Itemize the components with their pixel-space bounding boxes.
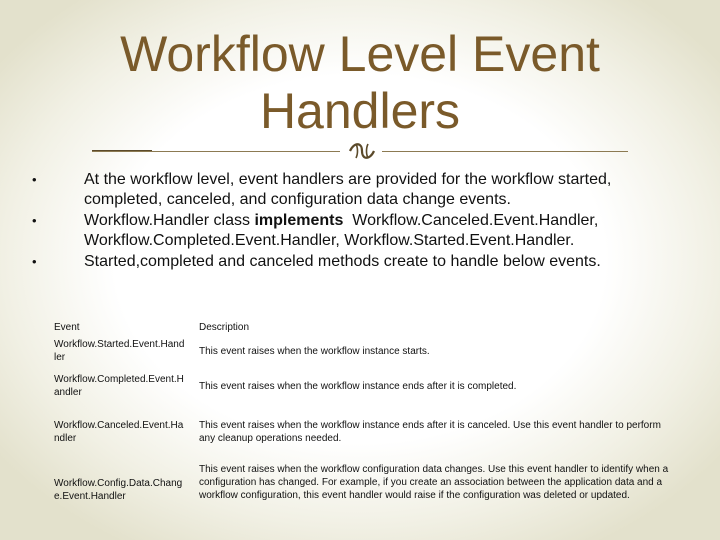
bullet-dot (28, 211, 88, 231)
event-description: This event raises when the workflow instance starts. (199, 346, 430, 357)
bullet-item (28, 252, 688, 272)
bullet-text-prefix: Workflow.Handler class (84, 212, 255, 229)
bullet-text-suffix: Workflow.Canceled.Event.Handler, Workflow.Completed.Event.Handler, Workflow.Started.Event.Handler. (84, 212, 603, 249)
event-name: Workflow.Completed.Event.H andler (54, 374, 184, 398)
event-name: Workflow.Started.Event.Hand ler (54, 339, 185, 363)
bullet-text: Started,completed and canceled methods create to handle below events. (84, 253, 601, 270)
bullet-item (28, 211, 688, 251)
title-rule-right (382, 151, 628, 152)
flourish-divider-icon (346, 138, 378, 164)
bullet-text-bold: implements (254, 212, 344, 229)
event-name: Workflow.Config.Data.Chang e.Event.Handler (54, 478, 183, 502)
event-description: This event raises when the workflow instance ends after it is completed. (199, 381, 517, 392)
bullet-dot (28, 252, 88, 272)
bullet-text: At the workflow level, event handlers are provided for the workflow started, completed, canceled, and configuration data change events. (84, 171, 612, 208)
event-description: This event raises when the workflow configuration data changes. Use this event handler to identify when a configuration has changed. For example, if you create an association between the application data and a workflow configuration, this event handler would raise if the configuration was deleted or updated. (199, 464, 669, 501)
title-rule-left (92, 151, 340, 152)
bullet-item (28, 170, 688, 210)
event-description: This event raises when the workflow instance ends after it is canceled. Use this event handler to perform any cleanup operations needed. (199, 420, 661, 444)
event-name: Workflow.Canceled.Event.Ha ndler (54, 420, 184, 444)
slide-title: Workflow Level Event Handlers (120, 26, 600, 139)
header-event: Event (54, 322, 80, 333)
bullet-list (28, 170, 688, 273)
header-description: Description (199, 322, 250, 333)
bullet-dot (28, 170, 88, 190)
